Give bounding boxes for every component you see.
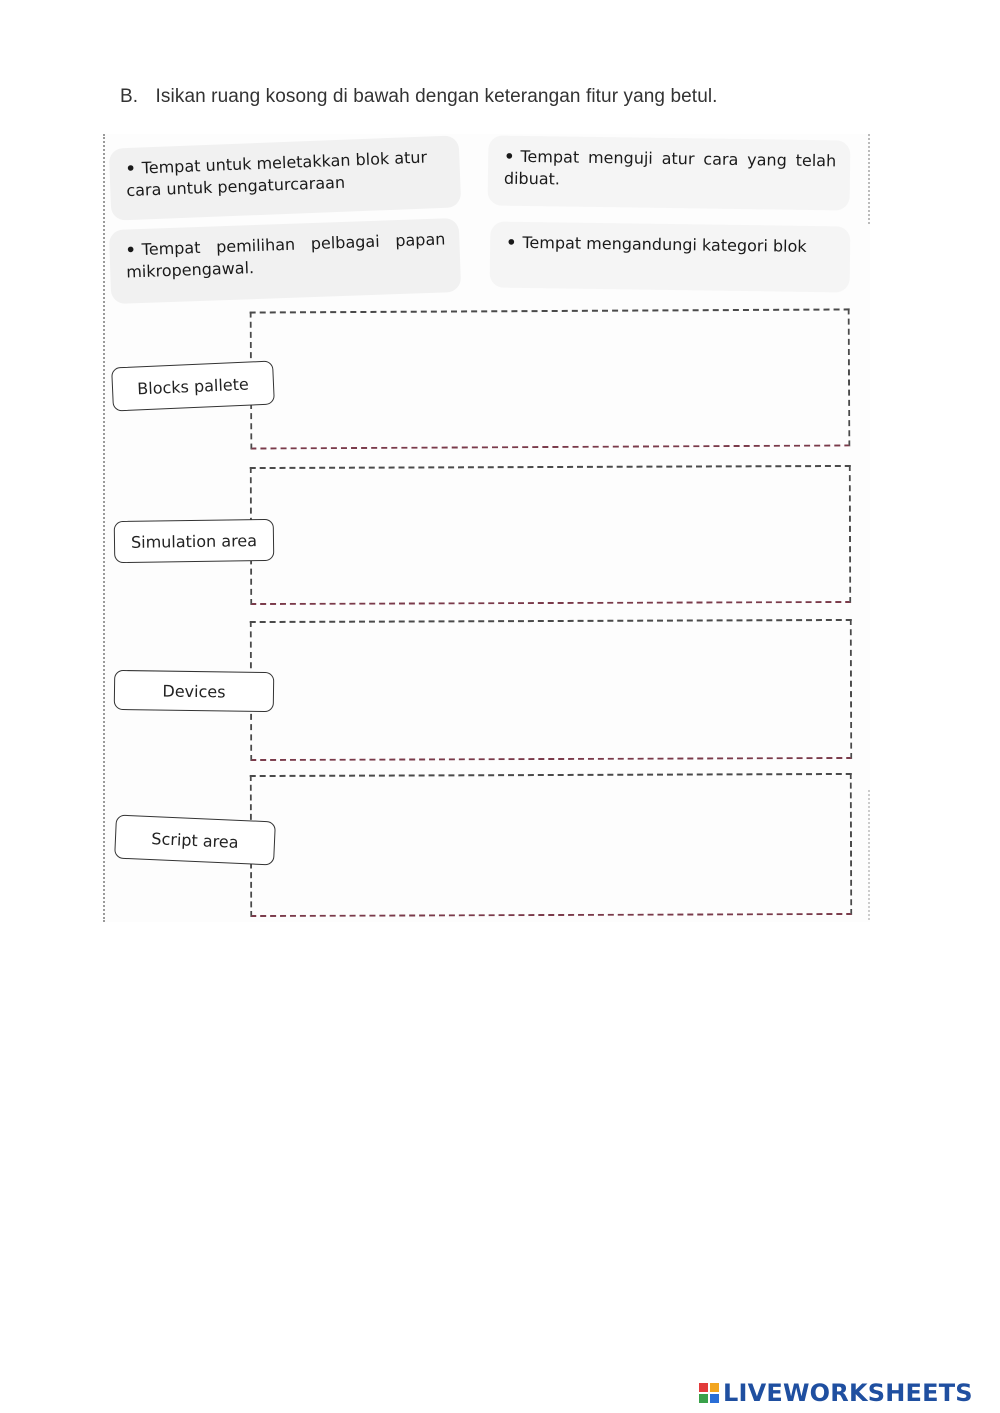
clue-card-board-select xyxy=(109,218,461,304)
answer-box-devices[interactable] xyxy=(250,619,852,761)
feature-label-simulation-area: Simulation area xyxy=(114,519,275,563)
bullet: • xyxy=(504,146,515,166)
clue-card-test-place xyxy=(488,135,851,210)
answer-box-simulation-area[interactable] xyxy=(250,465,851,605)
clue-text: Tempat menguji atur cara yang telah dibuat. xyxy=(503,146,837,189)
clue-text: Tempat pemilihan pelbagai papan mikropengawal. xyxy=(125,229,446,282)
clue-text: Tempat mengandungi kategori blok xyxy=(522,232,807,256)
answer-box-blocks-pallete[interactable] xyxy=(250,308,851,449)
brand-name: LIVEWORKSHEETS xyxy=(723,1379,973,1407)
answer-box-script-area[interactable] xyxy=(250,773,852,917)
bullet: • xyxy=(506,232,517,252)
scan-edge-right-top xyxy=(868,134,870,224)
liveworksheets-logo xyxy=(698,1378,973,1408)
clue-text: Tempat untuk meletakkan blok atur cara untuk pengaturcaraan xyxy=(126,147,428,201)
logo-square-blue xyxy=(709,1393,720,1404)
clue-card-script-place xyxy=(109,135,462,220)
scan-edge-right-bottom xyxy=(868,790,870,920)
bullet: • xyxy=(125,158,137,179)
feature-label-blocks-pallete: Blocks pallete xyxy=(111,360,275,411)
liveworksheets-icon xyxy=(698,1382,720,1404)
instruction-number: B. xyxy=(120,86,139,107)
clue-card-block-categories xyxy=(490,221,851,292)
scan-edge-left xyxy=(103,134,105,922)
feature-label-script-area: Script area xyxy=(114,815,276,866)
logo-square-orange xyxy=(709,1382,720,1393)
instruction xyxy=(120,86,718,108)
instruction-text: Isikan ruang kosong di bawah dengan keterangan fitur yang betul. xyxy=(155,86,718,107)
logo-square-green xyxy=(698,1393,709,1404)
feature-label-devices: Devices xyxy=(114,670,275,712)
bullet: • xyxy=(125,240,137,260)
logo-square-red xyxy=(698,1382,709,1393)
